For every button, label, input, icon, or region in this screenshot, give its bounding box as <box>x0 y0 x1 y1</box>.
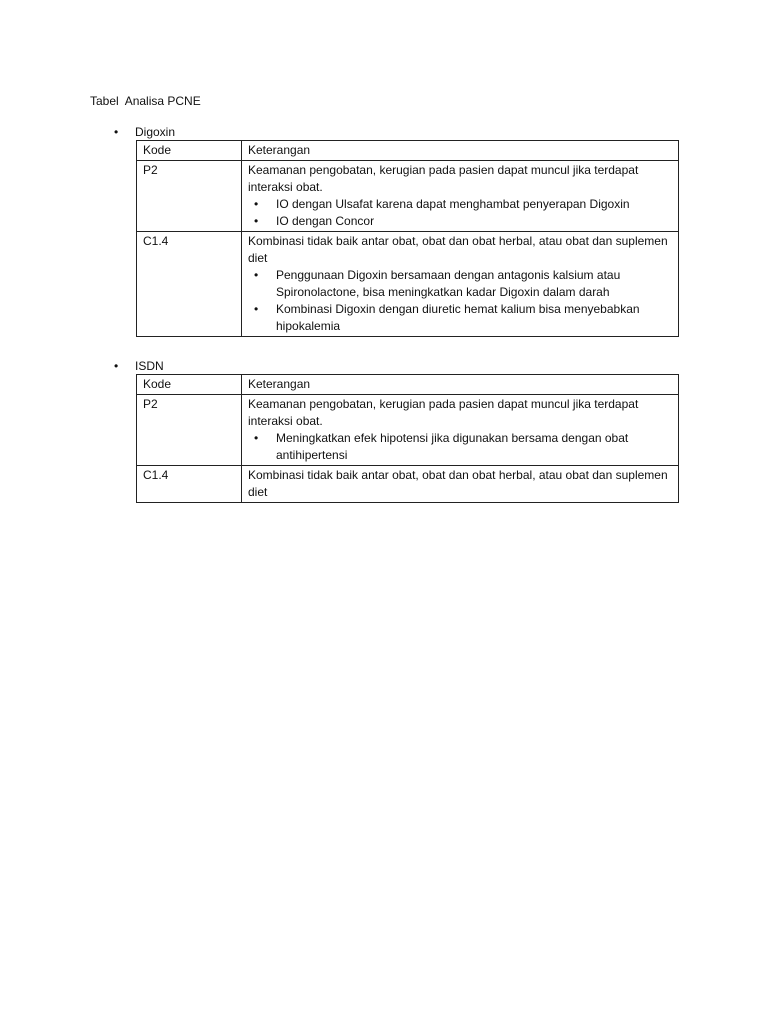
bullet-icon: • <box>114 125 119 139</box>
list-item <box>248 196 672 213</box>
list-item-text: IO dengan Ulsafat karena dapat menghambat penyerapan Digoxin <box>276 197 630 211</box>
bullet-icon: • <box>254 268 259 282</box>
table-row <box>137 466 679 503</box>
list-item <box>248 213 672 230</box>
pcne-table <box>136 374 679 503</box>
table-row <box>137 395 679 466</box>
cell-kode: P2 <box>137 395 242 466</box>
table-row <box>137 161 679 232</box>
list-item <box>248 430 672 464</box>
cell-text: Kombinasi tidak baik antar obat, obat dan obat herbal, atau obat dan suplemen diet <box>248 468 668 499</box>
cell-kode: C1.4 <box>137 466 242 503</box>
header-keterangan: Keterangan <box>242 141 679 161</box>
list-item <box>248 301 672 335</box>
cell-text: Keamanan pengobatan, kerugian pada pasien dapat muncul jika terdapat interaksi obat. <box>248 163 639 194</box>
table-header-row <box>137 375 679 395</box>
bullet-list <box>248 267 672 335</box>
list-item <box>248 267 672 301</box>
pcne-table <box>136 140 679 337</box>
list-item-text: Penggunaan Digoxin bersamaan dengan antagonis kalsium atau Spironolactone, bisa meningkatkan kadar Digoxin dalam darah <box>276 268 621 299</box>
bullet-icon: • <box>254 214 259 228</box>
section-title: ISDN <box>135 359 164 373</box>
section-digoxin <box>114 124 680 337</box>
header-kode: Kode <box>137 375 242 395</box>
cell-kode: C1.4 <box>137 232 242 337</box>
header-kode: Kode <box>137 141 242 161</box>
section-heading <box>114 358 680 374</box>
bullet-list <box>248 430 672 464</box>
table-row <box>137 232 679 337</box>
cell-text: Kombinasi tidak baik antar obat, obat dan obat herbal, atau obat dan suplemen diet <box>248 234 668 265</box>
header-keterangan: Keterangan <box>242 375 679 395</box>
list-item-text: IO dengan Concor <box>276 214 375 228</box>
cell-keterangan <box>242 466 679 503</box>
section-title: Digoxin <box>135 125 176 139</box>
cell-kode: P2 <box>137 161 242 232</box>
section-heading <box>114 124 680 140</box>
cell-text: Keamanan pengobatan, kerugian pada pasien dapat muncul jika terdapat interaksi obat. <box>248 397 639 428</box>
list-item-text: Meningkatkan efek hipotensi jika digunakan bersama dengan obat antihipertensi <box>276 431 629 462</box>
page-title: Tabel Analisa PCNE <box>90 94 201 108</box>
cell-keterangan <box>242 161 679 232</box>
bullet-icon: • <box>114 359 119 373</box>
bullet-icon: • <box>254 197 259 211</box>
cell-keterangan <box>242 395 679 466</box>
section-isdn <box>114 358 680 503</box>
cell-keterangan <box>242 232 679 337</box>
table-header-row <box>137 141 679 161</box>
list-item-text: Kombinasi Digoxin dengan diuretic hemat kalium bisa menyebabkan hipokalemia <box>276 302 640 333</box>
bullet-icon: • <box>254 302 259 316</box>
bullet-list <box>248 196 672 230</box>
bullet-icon: • <box>254 431 259 445</box>
